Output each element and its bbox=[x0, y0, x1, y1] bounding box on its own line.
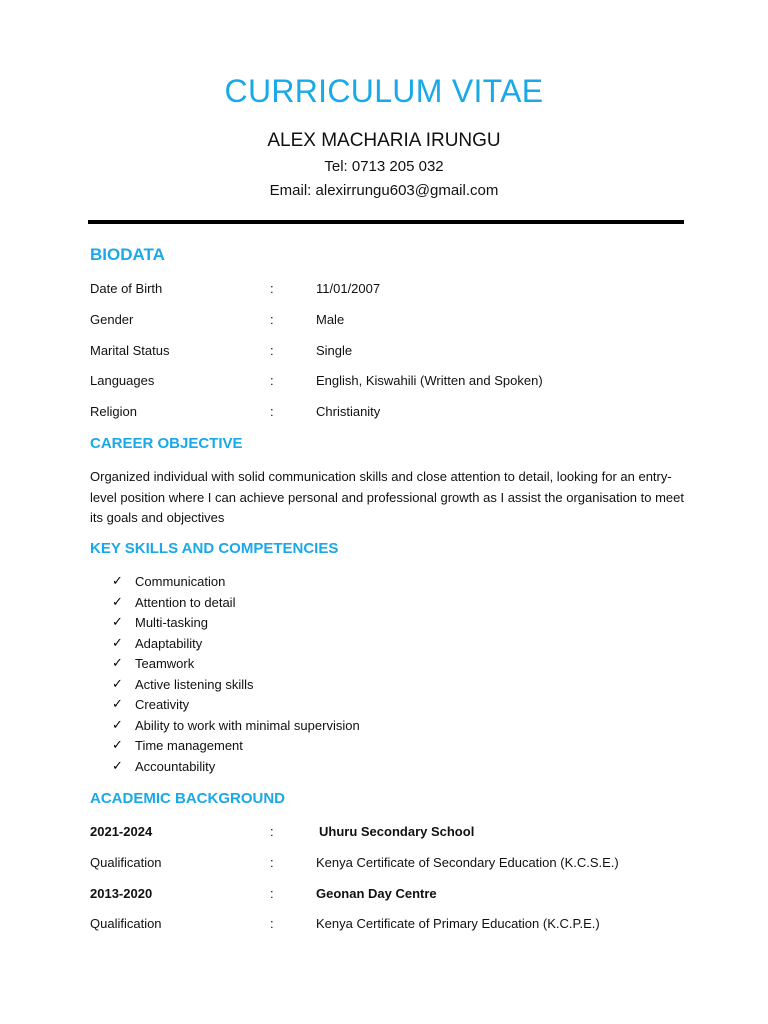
check-icon: ✓ bbox=[112, 697, 123, 712]
separator-colon: : bbox=[270, 824, 274, 839]
school-name: Geonan Day Centre bbox=[316, 886, 437, 901]
skill-label: Multi-tasking bbox=[135, 615, 208, 630]
separator-colon: : bbox=[270, 343, 274, 358]
document-title: CURRICULUM VITAE bbox=[224, 73, 544, 109]
career-objective-text: Organized individual with solid communication skills and close attention to detail, looking for an entry-level position where I can achieve personal and professional growth as I assist the organisation to meet its goals and objectives bbox=[90, 469, 685, 525]
key-skills-heading: KEY SKILLS AND COMPETENCIES bbox=[90, 540, 339, 557]
check-icon: ✓ bbox=[112, 635, 123, 651]
skill-label: Active listening skills bbox=[135, 676, 254, 692]
biodata-label: Marital Status bbox=[90, 343, 170, 358]
check-icon: ✓ bbox=[112, 594, 123, 610]
contact-email: Email: alexirrungu603@gmail.com bbox=[269, 182, 499, 199]
biodata-label: Religion bbox=[90, 404, 137, 419]
skill-label: Teamwork bbox=[135, 656, 195, 671]
biodata-value: 11/01/2007 bbox=[316, 281, 381, 296]
biodata-row-dob bbox=[90, 279, 690, 299]
school-name: Uhuru Secondary School bbox=[319, 824, 475, 839]
biodata-label: Gender bbox=[90, 312, 134, 327]
biodata-value: English, Kiswahili (Written and Spoken) bbox=[316, 373, 543, 388]
academic-row-primary-qualification bbox=[90, 914, 690, 934]
career-objective-heading: CAREER OBJECTIVE bbox=[90, 435, 243, 452]
separator-colon: : bbox=[270, 404, 274, 419]
skill-label: Time management bbox=[135, 738, 243, 753]
separator-colon: : bbox=[270, 886, 274, 901]
separator-colon: : bbox=[270, 312, 274, 327]
check-icon: ✓ bbox=[112, 574, 123, 589]
qualification-label: Qualification bbox=[90, 916, 162, 931]
qualification-label: Qualification bbox=[90, 855, 162, 870]
separator-colon: : bbox=[270, 855, 274, 870]
skill-label: Ability to work with minimal supervision bbox=[135, 717, 360, 733]
biodata-heading: BIODATA bbox=[90, 245, 165, 264]
separator-colon: : bbox=[270, 281, 274, 296]
biodata-row-gender bbox=[90, 310, 690, 330]
check-icon: ✓ bbox=[112, 758, 123, 774]
biodata-row-religion bbox=[90, 402, 690, 422]
check-icon: ✓ bbox=[112, 676, 123, 692]
separator-colon: : bbox=[270, 373, 274, 388]
biodata-label: Languages bbox=[90, 373, 155, 388]
person-name: ALEX MACHARIA IRUNGU bbox=[267, 130, 501, 151]
biodata-label: Date of Birth bbox=[90, 281, 163, 296]
check-icon: ✓ bbox=[112, 615, 123, 630]
biodata-row-languages bbox=[90, 371, 690, 391]
biodata-value: Single bbox=[316, 343, 353, 358]
biodata-value: Male bbox=[316, 312, 345, 327]
qualification-value: Kenya Certificate of Primary Education (K.C.P.E.) bbox=[316, 916, 600, 931]
separator-colon: : bbox=[270, 916, 274, 931]
contact-phone: Tel: 0713 205 032 bbox=[324, 158, 444, 175]
academic-period: 2021-2024 bbox=[90, 824, 153, 839]
header-divider bbox=[88, 220, 684, 224]
check-icon: ✓ bbox=[112, 738, 123, 753]
academic-background-heading: ACADEMIC BACKGROUND bbox=[90, 790, 285, 807]
check-icon: ✓ bbox=[112, 656, 123, 671]
academic-period: 2013-2020 bbox=[90, 886, 153, 901]
skill-label: Communication bbox=[135, 574, 226, 589]
biodata-value: Christianity bbox=[316, 404, 381, 419]
skill-label: Accountability bbox=[135, 758, 216, 774]
biodata-row-marital-status bbox=[90, 341, 690, 361]
skill-label: Adaptability bbox=[135, 635, 203, 651]
qualification-value: Kenya Certificate of Secondary Education (K.C.S.E.) bbox=[316, 855, 619, 870]
academic-row-primary-period bbox=[90, 884, 690, 904]
check-icon: ✓ bbox=[112, 717, 123, 733]
skill-label: Creativity bbox=[135, 697, 190, 712]
skill-label: Attention to detail bbox=[135, 594, 236, 610]
academic-row-secondary-qualification bbox=[90, 853, 690, 873]
academic-row-secondary-period bbox=[90, 822, 690, 842]
